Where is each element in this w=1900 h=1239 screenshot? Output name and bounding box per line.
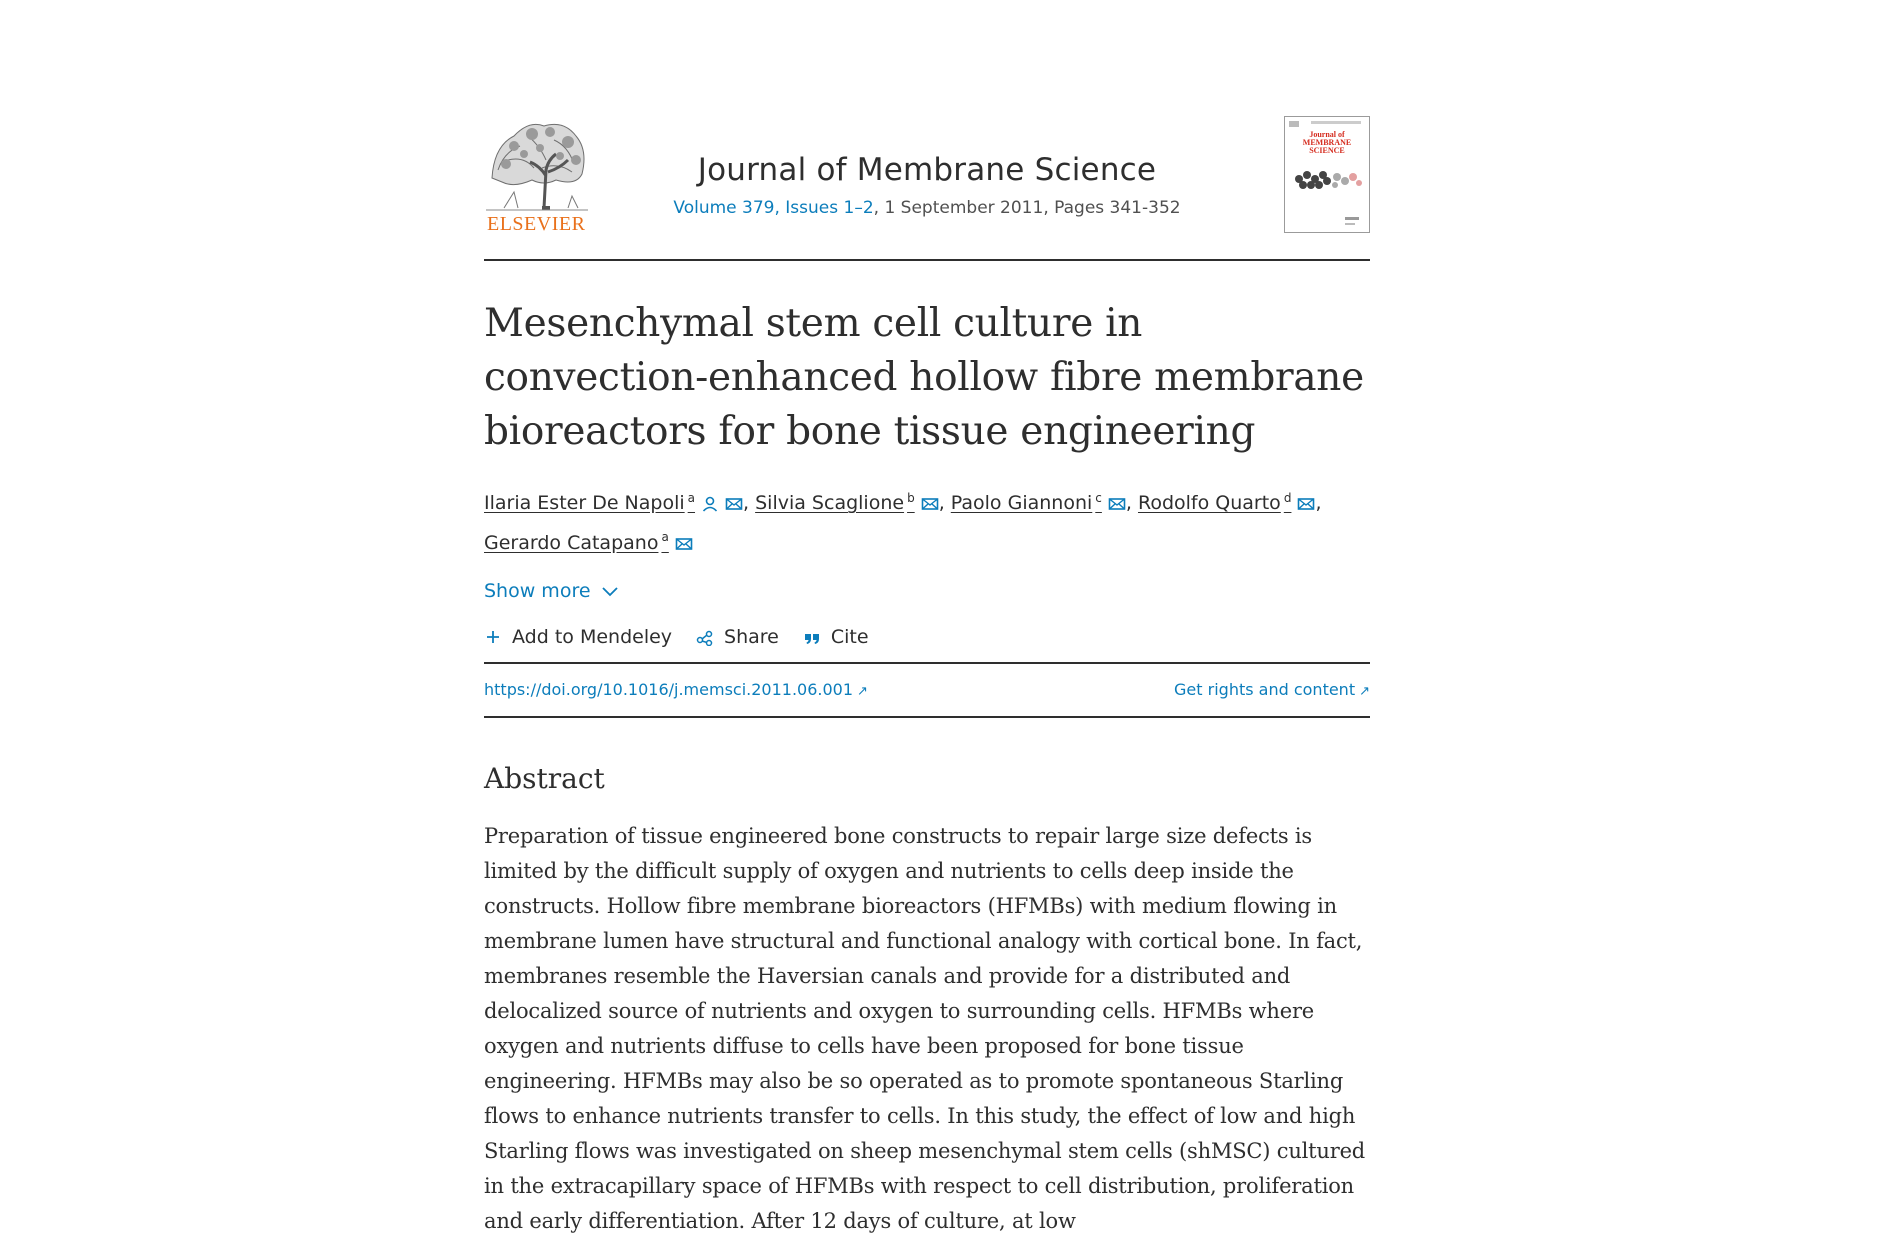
cover-title: Journal of MEMBRANE SCIENCE (1302, 130, 1352, 155)
journal-info (584, 152, 1270, 218)
author-item: Rodolfo Quarto $^d$ , (1137, 491, 1322, 515)
author-name-link[interactable]: Gerardo Catapano $^a$ (484, 530, 669, 554)
doi-row (484, 664, 1370, 718)
author-name-link[interactable]: Paolo Giannoni $^c$ (950, 491, 1102, 515)
plus-icon (484, 628, 502, 646)
get-rights-link[interactable]: Get rights and content ↗ (1174, 680, 1370, 700)
cite-button[interactable] (803, 626, 869, 648)
journal-cover-thumbnail[interactable] (1284, 116, 1370, 233)
author-item: Paolo Giannoni $^c$ , (950, 491, 1132, 515)
journal-header (484, 116, 1370, 261)
cover-artwork-icon (1285, 117, 1371, 234)
elsevier-logo[interactable] (484, 116, 590, 235)
person-icon[interactable] (701, 496, 719, 512)
abstract-text: Preparation of tissue engineered bone constructs to repair large size defects is limited by the difficult supply of oxygen and nutrients to cells deep inside the constructs. Hollow fibre membrane bioreactors (HFMBs) with medium flowing in membrane lumen have structural and functional analogy with cortical bone. In fact, membranes resemble the Haversian canals and provide for a distributed and delocalized source of nutrients and oxygen to surrounding cells. HFMBs where oxygen and nutrients diffuse to cells have been proposed for bone tissue engineering. HFMBs may also be so operated as to promote spontaneous Starling flows to enhance nutrients transfer to cells. In this study, the effect of low and high Starling flows was investigated on sheep mesenchymal stem cells (shMSC) cultured in the extracapillary space of HFMBs with respect to cell distribution, proliferation and early differentiation. After 12 days of culture, at low (484, 823, 1366, 1233)
chevron-down-icon (601, 585, 619, 597)
add-to-mendeley-button[interactable] (484, 626, 672, 648)
show-more-label: Show more (484, 579, 591, 602)
volume-issue-link[interactable]: Volume 379, Issues 1–2 (673, 198, 874, 218)
article-page (484, 116, 1370, 1239)
author-item: Silvia Scaglione $^b$ , (755, 491, 945, 515)
abstract-heading: Abstract (484, 761, 605, 795)
add-to-mendeley-label: Add to Mendeley (512, 625, 673, 648)
author-item (484, 532, 693, 554)
author-item: Ilaria Ester De Napoli $^a$ , (484, 491, 750, 515)
journal-issue-line (584, 198, 1270, 218)
elsevier-tree-icon (484, 116, 590, 212)
share-label: Share (724, 625, 779, 648)
show-more-button[interactable] (484, 580, 619, 602)
email-icon[interactable] (921, 496, 939, 512)
doi-link[interactable]: https://doi.org/10.1016/j.memsci.2011.06.001 ↗ (484, 680, 868, 700)
journal-title[interactable]: Journal of Membrane Science (697, 152, 1157, 188)
elsevier-wordmark: ELSEVIER (487, 213, 586, 235)
cite-label: Cite (830, 625, 869, 648)
article-title: Mesenchymal stem cell culture in convection-enhanced hollow fibre membrane bioreactors for bone tissue engineering (484, 301, 1364, 454)
quote-icon (803, 628, 821, 646)
email-icon[interactable] (675, 536, 693, 552)
author-name-link[interactable]: Ilaria Ester De Napoli $^a$ (484, 491, 696, 515)
email-icon[interactable] (725, 496, 743, 512)
email-icon[interactable] (1297, 496, 1315, 512)
external-link-icon: ↗ (857, 684, 868, 700)
author-name-link[interactable]: Silvia Scaglione $^b$ (755, 491, 915, 515)
email-icon[interactable] (1108, 496, 1126, 512)
article-actions (484, 626, 1370, 664)
author-name-link[interactable]: Rodolfo Quarto $^d$ (1137, 491, 1292, 515)
date-pages: , 1 September 2011, Pages 341-352 (873, 198, 1181, 218)
share-button[interactable] (696, 626, 779, 648)
author-list (484, 481, 1370, 560)
share-icon (696, 628, 714, 646)
external-link-icon: ↗ (1359, 684, 1370, 700)
